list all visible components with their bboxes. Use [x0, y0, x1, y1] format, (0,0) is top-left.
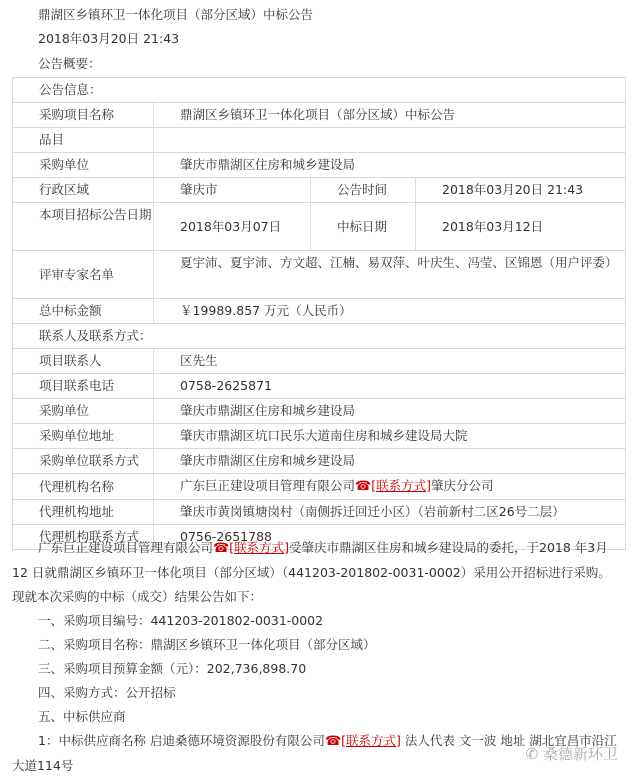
- watermark-text: 桑德新环卫: [542, 745, 618, 763]
- list-item: 三、采购项目预算金额（元）：202,736,898.70: [38, 661, 307, 676]
- table-row: [13, 324, 626, 349]
- cell-label: 总中标金额: [13, 299, 154, 324]
- info-label: 公告信息：: [13, 78, 626, 103]
- cell-value: 肇庆市鼎湖区住房和城乡建设局: [154, 399, 626, 424]
- cell-label: 品目: [13, 128, 154, 153]
- table-row: [13, 474, 626, 500]
- cell-label: 采购项目名称: [13, 103, 154, 128]
- cell-label: 公告时间: [311, 178, 416, 203]
- cell-value: 2018年03月20日 21:43: [416, 178, 626, 203]
- contact-link[interactable]: [联系方式]: [229, 540, 289, 555]
- supplier-details: 法人代表 文一波 地址 湖北宜昌市沿江大道114号: [12, 733, 617, 773]
- cell-label: 项目联系电话: [13, 374, 154, 399]
- announcement-body: [12, 536, 618, 778]
- cell-value: 鼎湖区乡镇环卫一体化项目（部分区域）中标公告: [154, 103, 626, 128]
- table-row: [13, 299, 626, 324]
- cell-value: 2018年03月07日: [154, 203, 311, 251]
- phone-icon: ☎: [213, 541, 230, 556]
- table-row: [13, 374, 626, 399]
- table-row: [13, 203, 626, 251]
- cell-value: 0756-2651788: [154, 525, 626, 550]
- intro-text: 受肇庆市鼎湖区住房和城乡建设局的委托，于2018 年3月12 日就鼎湖区乡镇环卫一体化项目（部分区域）（441203-201802-0031-0002）采用公开招标进行采购。现就本次采购的中标（成交）结果公告如下：: [12, 540, 611, 604]
- intro-paragraph: [12, 536, 618, 609]
- agency-contact-link[interactable]: [联系方式]: [371, 478, 431, 493]
- cell-value: 肇庆市鼎湖区住房和城乡建设局: [154, 449, 626, 474]
- cell-label: 采购单位联系方式: [13, 449, 154, 474]
- table-row: [13, 500, 626, 525]
- cell-label: 代理机构联系方式: [13, 525, 154, 550]
- phone-icon: ☎: [324, 734, 342, 749]
- table-row: [13, 349, 626, 374]
- publish-datetime: 2018年03月20日 21:43: [38, 31, 180, 46]
- cell-value: 夏宇沛、夏宇沛、方文超、江楠、易双萍、叶庆生、冯莹、区锦恩（用户评委）: [154, 251, 626, 299]
- cell-value: [154, 128, 626, 153]
- table-row: [13, 103, 626, 128]
- cell-value: 肇庆市黄岗镇塘岗村（南侧拆迁回迁小区）（岩前新村二区26号二层）: [154, 500, 626, 525]
- agency-branch: 肇庆分公司: [430, 478, 494, 493]
- cell-label: 中标日期: [311, 203, 416, 251]
- wechat-icon: ✆: [525, 745, 539, 763]
- contact-section-label: 联系人及联系方式：: [13, 324, 626, 349]
- cell-label: 代理机构名称: [13, 474, 154, 500]
- table-row: [13, 449, 626, 474]
- cell-label: 采购单位: [13, 153, 154, 178]
- agency-name: 广东巨正建设项目管理有限公司: [38, 540, 214, 555]
- supplier-name: 1：中标供应商名称 启迪桑德环境资源股份有限公司: [38, 733, 325, 748]
- watermark: [526, 743, 618, 764]
- table-row: [13, 128, 626, 153]
- phone-icon: ☎: [355, 479, 372, 494]
- table-row: [13, 399, 626, 424]
- cell-label: 行政区域: [13, 178, 154, 203]
- cell-value: 区先生: [154, 349, 626, 374]
- table-row: [13, 153, 626, 178]
- table-row: [13, 251, 626, 299]
- cell-value: [154, 474, 626, 500]
- cell-value: 肇庆市: [154, 178, 311, 203]
- list-item: 一、采购项目编号：441203-201802-0031-0002: [38, 613, 324, 628]
- announcement-table: [12, 77, 626, 550]
- cell-value: ￥19989.857 万元（人民币）: [154, 299, 626, 324]
- cell-label: 本项目招标公告日期: [13, 203, 154, 251]
- cell-label: 项目联系人: [13, 349, 154, 374]
- cell-value: 0758-2625871: [154, 374, 626, 399]
- cell-label: 代理机构地址: [13, 500, 154, 525]
- list-item: 四、采购方式：公开招标: [38, 685, 176, 700]
- table-row: [13, 78, 626, 103]
- cell-value: 肇庆市鼎湖区坑口民乐大道南住房和城乡建设局大院: [154, 424, 626, 449]
- cell-label: 采购单位: [13, 399, 154, 424]
- summary-label: 公告概要：: [38, 56, 101, 71]
- cell-value: 2018年03月12日: [416, 203, 626, 251]
- cell-label: 采购单位地址: [13, 424, 154, 449]
- cell-label: 评审专家名单: [13, 251, 154, 299]
- list-item: 五、中标供应商: [38, 709, 126, 724]
- cell-value: 肇庆市鼎湖区住房和城乡建设局: [154, 153, 626, 178]
- agency-name: 广东巨正建设项目管理有限公司: [180, 478, 356, 493]
- table-row: [13, 178, 626, 203]
- table-row: [13, 424, 626, 449]
- supplier-contact-link[interactable]: [联系方式]: [341, 733, 401, 748]
- page-title: 鼎湖区乡镇环卫一体化项目（部分区域）中标公告: [38, 7, 314, 22]
- list-item: 二、采购项目名称：鼎湖区乡镇环卫一体化项目（部分区域）: [38, 637, 376, 652]
